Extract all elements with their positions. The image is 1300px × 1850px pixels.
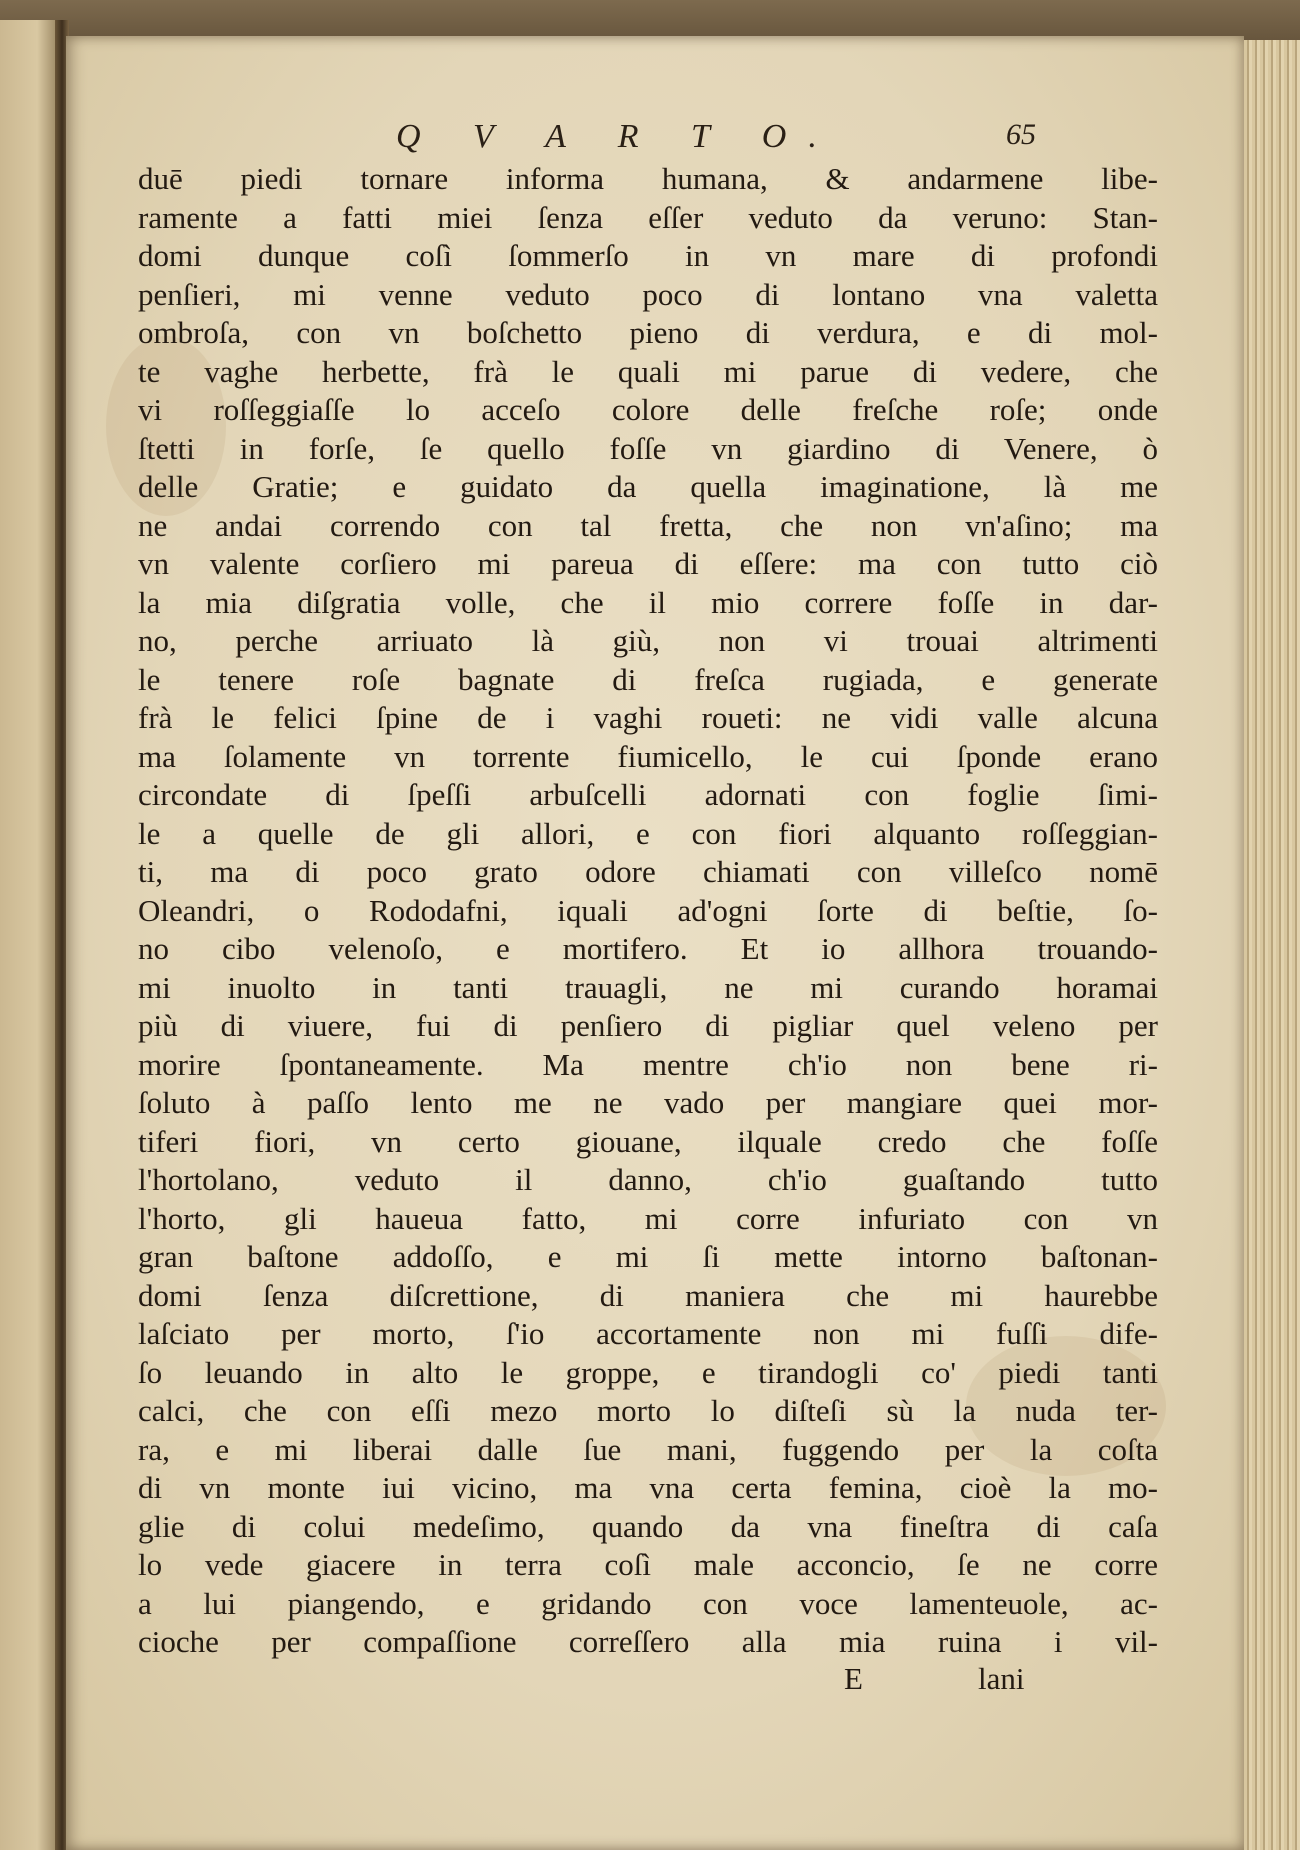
text-line: le tenere roſe bagnate di freſca rugiada, e generate (138, 661, 1158, 697)
text-line: duē piedi tornare informa humana, & andarmene libe- (138, 161, 1158, 196)
text-line: domi ſenza diſcrettione, di maniera che mi haurebbe (138, 1277, 1158, 1313)
text-line: Oleandri, o Rododafni, iquali ad'ogni ſorte di beſtie, ſo- (138, 892, 1158, 928)
book-page (66, 36, 1244, 1850)
text-line: morire ſpontaneamente. Ma mentre ch'io non bene ri- (138, 1046, 1158, 1082)
signature-mark: E (844, 1661, 863, 1696)
text-line: ma ſolamente vn torrente fiumicello, le cui ſponde erano (138, 738, 1158, 774)
facing-page-edge (0, 20, 62, 1850)
text-line: ramente a fatti miei ſenza eſſer veduto da veruno: Stan- (138, 199, 1158, 235)
text-line: vi roſſeggiaſſe lo acceſo colore delle freſche roſe; onde (138, 392, 1158, 427)
text-line: delle Gratie; e guidato da quella imaginatione, là me (138, 469, 1158, 504)
text-line: la mia diſgratia volle, che il mio correre foſſe in dar- (138, 584, 1158, 620)
text-line: ra, e mi liberai dalle ſue mani, fuggendo per la coſta (138, 1431, 1158, 1467)
text-line: ti, ma di poco grato odore chiamati con villeſco nomē (138, 854, 1158, 889)
text-line: ſtetti in forſe, ſe quello foſſe vn giardino di Venere, ò (138, 430, 1158, 466)
text-line: laſciato per morto, ſ'io accortamente non mi fuſſi dife- (138, 1316, 1158, 1351)
text-line: ombroſa, con vn boſchetto pieno di verdura, e di mol- (138, 315, 1158, 350)
text-line: le a quelle de gli allori, e con fiori alquanto roſſeggian- (138, 815, 1158, 851)
running-head-title: Q V A R T O. (396, 118, 839, 155)
text-line: tiferi fiori, vn certo giouane, ilquale credo che foſſe (138, 1123, 1158, 1159)
text-line: te vaghe herbette, frà le quali mi parue di vedere, che (138, 353, 1158, 389)
text-line: calci, che con eſſi mezo morto lo diſteſi sù la nuda ter- (138, 1393, 1158, 1428)
text-line: lo vede giacere in terra coſì male acconcio, ſe ne corre (138, 1547, 1158, 1582)
body-text (138, 160, 1158, 1662)
text-line: ne andai correndo con tal fretta, che non vn'aſino; ma (138, 507, 1158, 543)
text-line: più di viuere, fui di penſiero di pigliar quel veleno per (138, 1008, 1158, 1043)
text-line: cioche per compaſſione correſſero alla mia ruina i vil- (138, 1624, 1158, 1659)
text-line: gran baſtone addoſſo, e mi ſi mette intorno baſtonan- (138, 1239, 1158, 1274)
page-number: 65 (1006, 118, 1036, 151)
page-footer (66, 1661, 1244, 1701)
running-head (66, 118, 1244, 158)
text-line: mi inuolto in tanti trauagli, ne mi curando horamai (138, 969, 1158, 1005)
text-line: vn valente corſiero mi pareua di eſſere: ma con tutto ciò (138, 546, 1158, 581)
text-line: a lui piangendo, e gridando con voce lamenteuole, ac- (138, 1585, 1158, 1621)
text-line: domi dunque coſì ſommerſo in vn mare di profondi (138, 238, 1158, 273)
text-line: l'horto, gli haueua fatto, mi corre infuriato con vn (138, 1200, 1158, 1236)
text-line: di vn monte iui vicino, ma vna certa femina, cioè la mo- (138, 1470, 1158, 1505)
text-line: ſo leuando in alto le groppe, e tirandogli co' piedi tanti (138, 1354, 1158, 1390)
text-line: frà le felici ſpine de i vaghi roueti: ne vidi valle alcuna (138, 700, 1158, 735)
page-fore-edge (1244, 40, 1300, 1850)
text-line: circondate di ſpeſſi arbuſcelli adornati con foglie ſimi- (138, 777, 1158, 812)
text-line: no, perche arriuato là giù, non vi trouai altrimenti (138, 623, 1158, 658)
text-line: no cibo velenoſo, e mortifero. Et io allhora trouando- (138, 931, 1158, 966)
text-line: penſieri, mi venne veduto poco di lontano vna valetta (138, 276, 1158, 312)
catchword: lani (978, 1661, 1025, 1696)
text-line: glie di colui medeſimo, quando da vna fineſtra di caſa (138, 1508, 1158, 1544)
text-line: l'hortolano, veduto il danno, ch'io guaſtando tutto (138, 1162, 1158, 1197)
text-line: ſoluto à paſſo lento me ne vado per mangiare quei mor- (138, 1085, 1158, 1120)
